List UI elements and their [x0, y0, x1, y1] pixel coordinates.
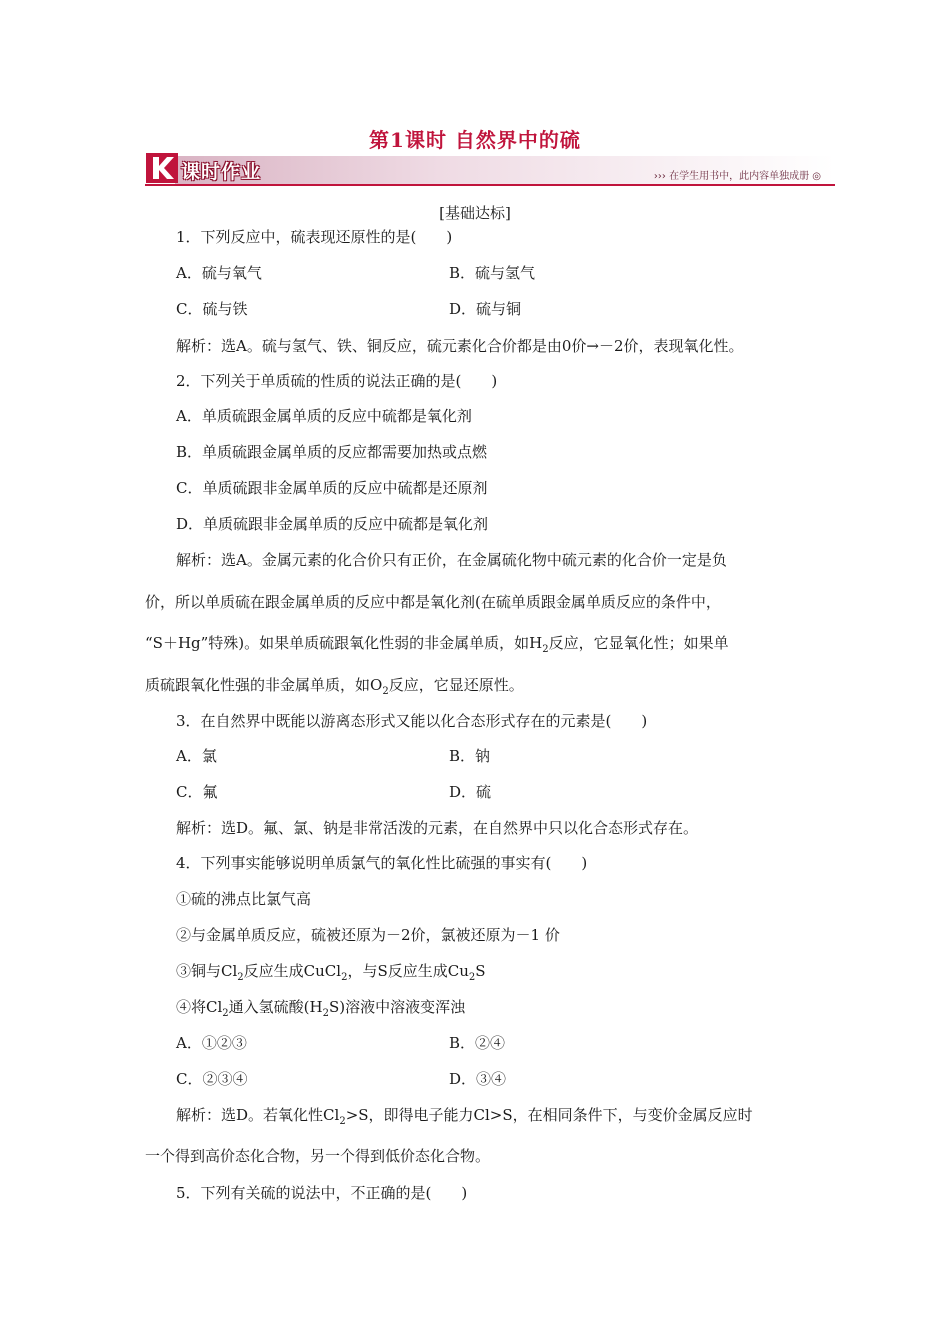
q4-item3-part: ③铜与Cl	[176, 962, 238, 980]
q2-explanation-line2: 价，所以单质硫在跟金属单质的反应中都是氧化剂(在硫单质跟金属单质反应的条件中，	[145, 593, 721, 611]
q2-stem: 2．下列关于单质硫的性质的说法正确的是( )	[176, 372, 498, 390]
q2-option-a: A．单质硫跟金属单质的反应中硫都是氧化剂	[176, 407, 472, 425]
q4-item4-part: ④将Cl	[176, 998, 223, 1016]
q4-option-b: B．②④	[449, 1034, 506, 1052]
q3-option-c: C．氟	[176, 783, 218, 801]
q4-option-c: C．②③④	[176, 1070, 248, 1088]
q4-explanation-line1	[176, 1105, 753, 1132]
q1-stem: 1．下列反应中，硫表现还原性的是( )	[176, 228, 453, 246]
banner-underline	[145, 184, 835, 186]
q4-expl-part: 解析：选D。若氧化性Cl	[176, 1106, 340, 1124]
subscript: 2	[222, 1008, 229, 1019]
subscript: 2	[542, 644, 549, 655]
q2-explanation-line4	[145, 675, 524, 702]
homework-banner	[145, 150, 835, 190]
q3-stem: 3．在自然界中既能以游离态形式又能以化合态形式存在的元素是( )	[176, 712, 648, 730]
q4-item-2: ②与金属单质反应，硫被还原为－2价，氯被还原为－1 价	[176, 926, 560, 944]
q4-item3-part: 反应生成CuCl	[243, 962, 342, 980]
q2-option-b: B．单质硫跟金属单质的反应都需要加热或点燃	[176, 443, 488, 461]
q2-expl4-part: 质硫跟氧化性强的非金属单质，如O	[145, 676, 383, 694]
q4-option-d: D．③④	[449, 1070, 507, 1088]
subscript: 2	[237, 972, 244, 983]
q4-item4-part: 通入氢硫酸(H	[228, 998, 323, 1016]
q1-option-c: C．硫与铁	[176, 300, 248, 318]
subscript: 2	[322, 1008, 329, 1019]
q4-item3-part: S	[475, 962, 486, 980]
q4-explanation-line2: 一个得到高价态化合物，另一个得到低价态化合物。	[145, 1147, 491, 1165]
subscript: 2	[382, 686, 389, 697]
q5-stem: 5．下列有关硫的说法中，不正确的是( )	[176, 1184, 468, 1202]
q4-item-3	[176, 961, 486, 988]
q4-option-a: A．①②③	[176, 1034, 247, 1052]
subscript: 2	[341, 972, 348, 983]
q1-option-b: B．硫与氢气	[449, 264, 536, 282]
q2-explanation-line1: 解析：选A。金属元素的化合价只有正价，在金属硫化物中硫元素的化合价一定是负	[176, 551, 727, 569]
page-title: 第1课时 自然界中的硫	[369, 128, 581, 152]
banner-note: ››› 在学生用书中，此内容单独成册 ◎	[653, 171, 821, 182]
q2-expl3-part: 反应，它显氧化性；如果单	[548, 634, 729, 652]
q2-explanation-line3	[145, 633, 729, 660]
q2-expl4-part: 反应，它显还原性。	[388, 676, 524, 694]
q1-option-a: A．硫与氧气	[176, 264, 262, 282]
banner-label: 课时作业	[181, 161, 262, 183]
q4-item-4	[176, 997, 465, 1024]
k-logo-icon	[145, 152, 179, 184]
q2-expl3-part: “S＋Hg”特殊)。如果单质硫跟氧化性弱的非金属单质，如H	[145, 634, 543, 652]
q3-option-b: B．钠	[449, 747, 491, 765]
q3-explanation: 解析：选D。氟、氯、钠是非常活泼的元素，在自然界中只以化合态形式存在。	[176, 819, 699, 837]
section-heading: [基础达标]	[439, 204, 511, 222]
q3-option-a: A．氯	[176, 747, 217, 765]
q3-option-d: D．硫	[449, 783, 492, 801]
q1-option-d: D．硫与铜	[449, 300, 522, 318]
subscript: 2	[468, 972, 476, 983]
q4-item-1: ①硫的沸点比氯气高	[176, 890, 312, 908]
subscript: 2	[339, 1116, 346, 1127]
q4-expl-part: >S，即得电子能力Cl>S，在相同条件下，与变价金属反应时	[345, 1106, 753, 1124]
q2-option-d: D．单质硫跟非金属单质的反应中硫都是氧化剂	[176, 515, 489, 533]
q2-option-c: C．单质硫跟非金属单质的反应中硫都是还原剂	[176, 479, 488, 497]
q1-explanation: 解析：选A。硫与氢气、铁、铜反应，硫元素化合价都是由0价→－2价，表现氧化性。	[176, 337, 744, 355]
q4-item3-part: ，与S反应生成Cu	[347, 962, 469, 980]
q4-stem: 4．下列事实能够说明单质氯气的氧化性比硫强的事实有( )	[176, 854, 588, 872]
q4-item4-part: S)溶液中溶液变浑浊	[328, 998, 466, 1016]
